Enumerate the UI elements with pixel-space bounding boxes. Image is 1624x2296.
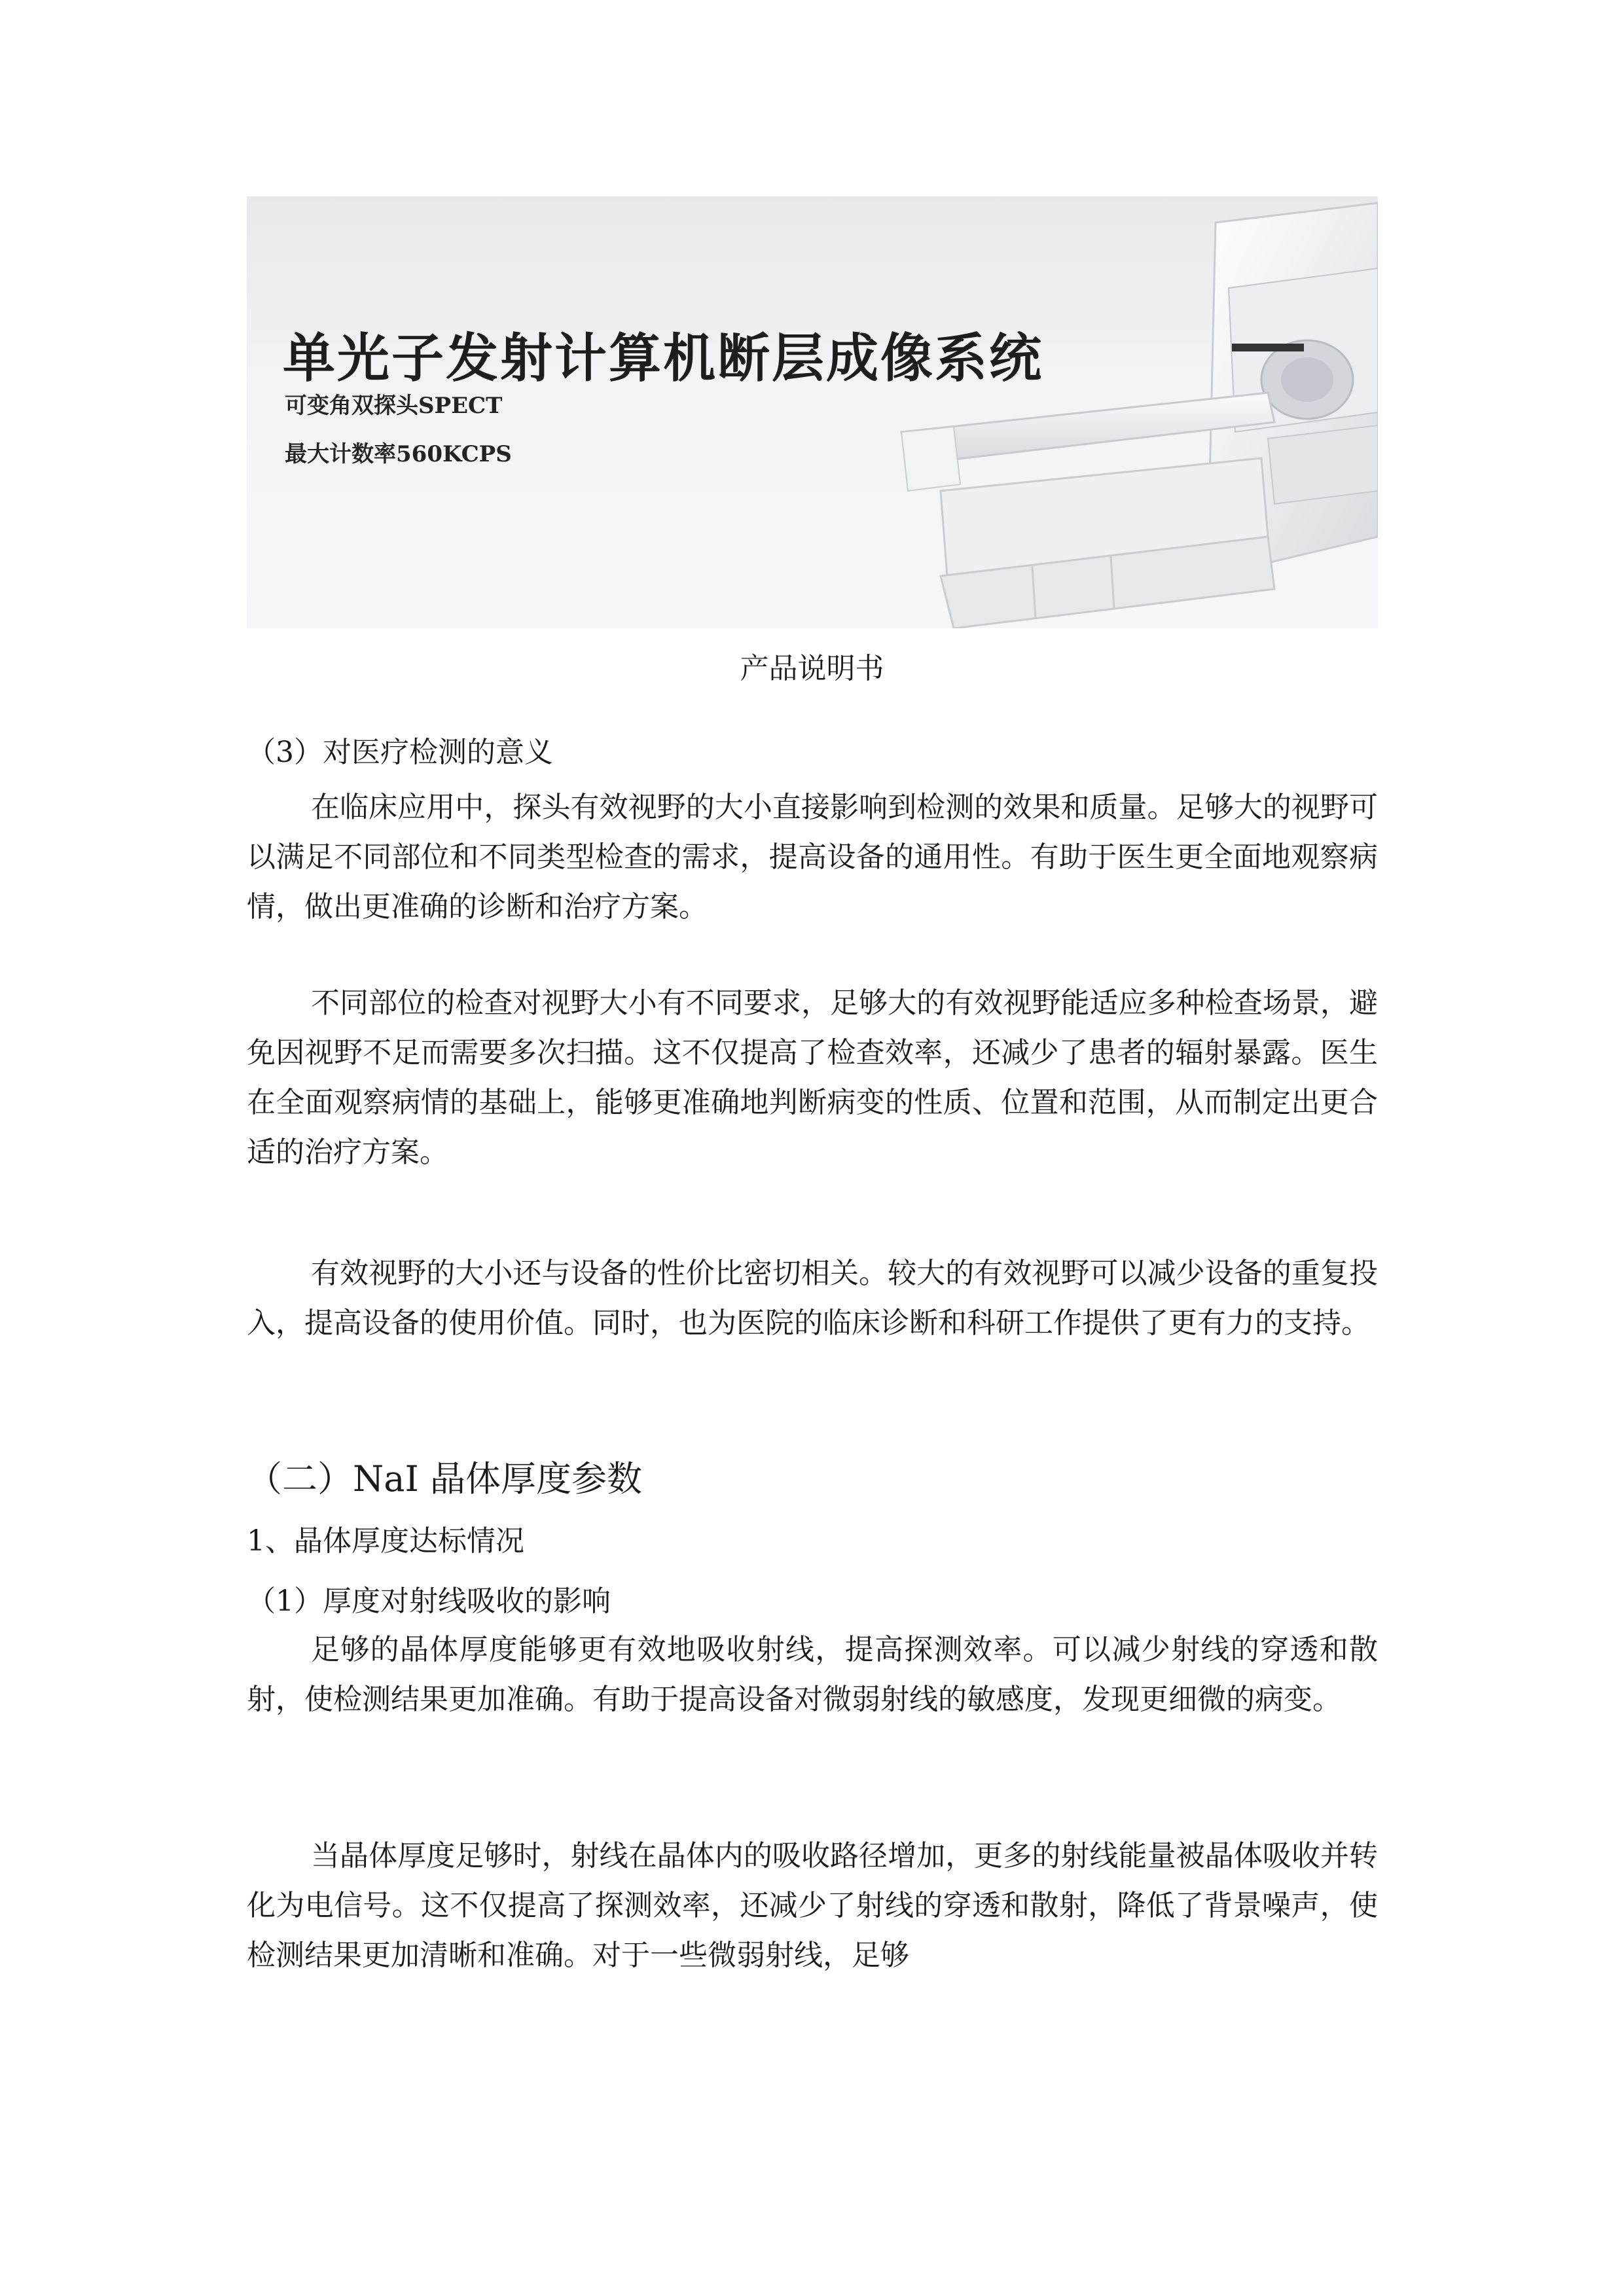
- banner-title: 单光子发射计算机断层成像系统: [283, 328, 1043, 389]
- banner-subtitle-2: 最大计数率560KCPS: [285, 441, 512, 467]
- subheading-thickness-effect: （1）厚度对射线吸收的影响: [247, 1585, 611, 1618]
- document-caption: 产品说明书: [740, 652, 884, 685]
- banner-subtitle-1: 可变角双探头SPECT: [285, 393, 503, 419]
- paragraph: 有效视野的大小还与设备的性价比密切相关。较大的有效视野可以减少设备的重复投入，提高设备的使用价值。同时，也为医院的临床诊断和科研工作提供了更有力的支持。: [247, 1257, 1378, 1340]
- paragraph: 不同部位的检查对视野大小有不同要求，足够大的有效视野能适应多种检查场景，避免因视野不足而需要多次扫描。这不仅提高了检查效率，还减少了患者的辐射暴露。医生在全面观察病情的基础上，能够更准确地判断病变的性质、位置和范围，从而制定出更合适的治疗方案。: [247, 986, 1378, 1169]
- product-banner: [247, 196, 1378, 628]
- paragraph: 在临床应用中，探头有效视野的大小直接影响到检测的效果和质量。足够大的视野可以满足不同部位和不同类型检查的需求，提高设备的通用性。有助于医生更全面地观察病情，做出更准确的诊断和治疗方案。: [247, 791, 1378, 924]
- paragraph: 足够的晶体厚度能够更有效地吸收射线，提高探测效率。可以减少射线的穿透和散射，使检测结果更加准确。有助于提高设备对微弱射线的敏感度，发现更细微的病变。: [247, 1633, 1378, 1716]
- section-heading-nai-crystal: （二）NaI 晶体厚度参数: [247, 1458, 642, 1499]
- subheading-medical-significance: （3）对医疗检测的意义: [247, 736, 553, 769]
- subheading-thickness-compliance: 1、晶体厚度达标情况: [247, 1524, 524, 1558]
- paragraph: 当晶体厚度足够时，射线在晶体内的吸收路径增加，更多的射线能量被晶体吸收并转化为电信号。这不仅提高了探测效率，还减少了射线的穿透和散射，降低了背景噪声，使检测结果更加清晰和准确。对于一些微弱射线，足够: [247, 1839, 1378, 1972]
